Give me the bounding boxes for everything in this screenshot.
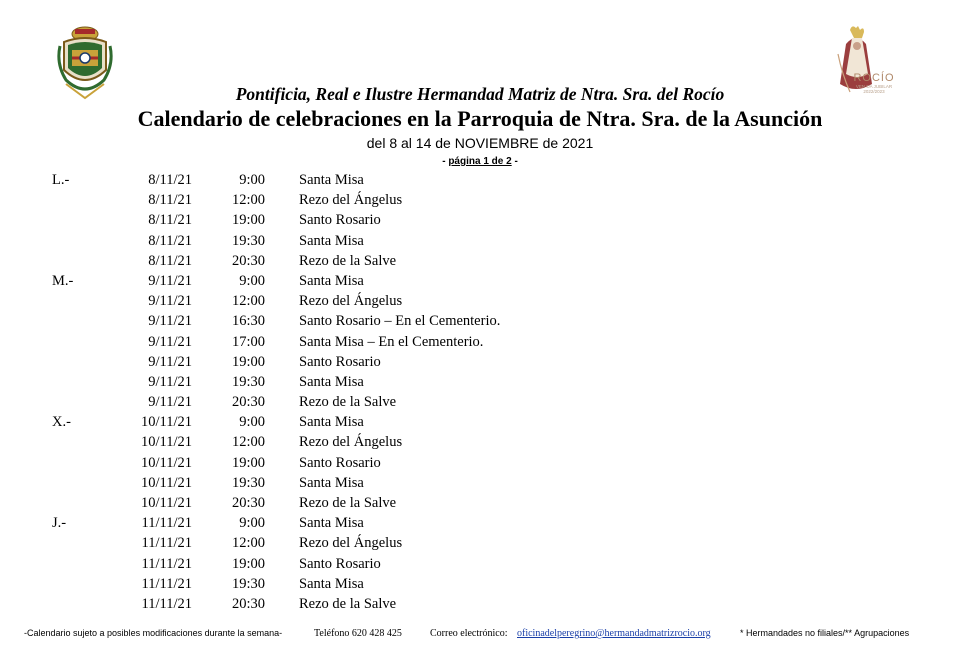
schedule-row xyxy=(0,432,960,452)
schedule-date: 10/11/21 xyxy=(140,495,192,511)
schedule-day: M.- xyxy=(52,272,74,289)
page-indicator-label: página 1 de 2 xyxy=(448,156,512,167)
schedule-time: 12:00 xyxy=(231,535,265,552)
schedule-event: Santo Rosario – En el Cementerio. xyxy=(299,313,501,330)
schedule-event: Santa Misa – En el Cementerio. xyxy=(299,333,484,350)
schedule-event: Santo Rosario xyxy=(299,454,381,471)
organization-name: Pontificia, Real e Ilustre Hermandad Matriz de Ntra. Sra. del Rocío xyxy=(235,84,725,104)
schedule-date: 9/11/21 xyxy=(148,293,192,310)
schedule-time: 12:00 xyxy=(231,293,265,310)
schedule-date: 8/11/21 xyxy=(148,252,192,269)
schedule-row xyxy=(0,210,960,230)
schedule-time: 20:30 xyxy=(231,252,265,269)
schedule-time: 12:00 xyxy=(231,192,265,209)
schedule-date: 9/11/21 xyxy=(148,313,192,330)
schedule-date: 9/11/21 xyxy=(148,353,192,370)
schedule-row xyxy=(0,352,960,372)
page-indicator xyxy=(0,156,960,167)
schedule-row xyxy=(0,372,960,392)
schedule-time: 19:30 xyxy=(231,575,265,592)
schedule-date: 10/11/21 xyxy=(140,414,192,431)
schedule-time: 17:00 xyxy=(231,333,265,350)
schedule-event: Santa Misa xyxy=(299,575,364,592)
schedule-date: 8/11/21 xyxy=(148,212,192,229)
schedule-event: Rezo del Ángelus xyxy=(299,293,403,310)
schedule-time: 9:00 xyxy=(239,172,265,188)
schedule-row xyxy=(0,311,960,331)
footer-legend: * Hermandades no filiales/** Agrupaciones xyxy=(740,628,910,638)
schedule-event: Rezo del Ángelus xyxy=(299,535,403,552)
schedule-event: Rezo de la Salve xyxy=(299,495,397,511)
schedule-time: 16:30 xyxy=(231,313,265,330)
schedule-row xyxy=(0,392,960,412)
schedule-event: Rezo de la Salve xyxy=(299,252,397,269)
schedule-date: 8/11/21 xyxy=(148,232,192,249)
schedule-day: X.- xyxy=(52,414,71,431)
schedule-date: 10/11/21 xyxy=(140,434,192,451)
page-indicator-suffix: - xyxy=(511,156,518,167)
schedule-date: 10/11/21 xyxy=(140,454,192,471)
schedule-time: 9:00 xyxy=(239,515,265,532)
schedule-date: 8/11/21 xyxy=(148,172,192,188)
schedule-row xyxy=(0,251,960,271)
schedule-row xyxy=(0,231,960,251)
schedule-row xyxy=(0,412,960,432)
schedule-row xyxy=(0,453,960,473)
schedule-date: 11/11/21 xyxy=(141,515,192,532)
schedule-row xyxy=(0,291,960,311)
footer-email-label: Correo electrónico: xyxy=(430,628,508,639)
schedule-event: Santo Rosario xyxy=(299,555,381,572)
schedule-time: 19:00 xyxy=(231,212,265,229)
schedule-time: 9:00 xyxy=(239,272,265,289)
schedule-row xyxy=(0,594,960,614)
rocio-logo-years: 2022/2023 xyxy=(863,89,885,94)
schedule-row xyxy=(0,574,960,594)
schedule-date: 9/11/21 xyxy=(148,272,192,289)
schedule-event: Santa Misa xyxy=(299,172,364,188)
schedule-date: 9/11/21 xyxy=(148,394,192,411)
schedule-time: 20:30 xyxy=(231,595,265,612)
footer-note: -Calendario sujeto a posibles modificaciones durante la semana- xyxy=(24,628,283,638)
schedule-row xyxy=(0,271,960,291)
schedule-event: Santa Misa xyxy=(299,272,364,289)
footer-phone: Teléfono 620 428 425 xyxy=(314,628,402,639)
footer-email-link[interactable]: oficinadelperegrino@hermandadmatrizrocio.org xyxy=(517,628,711,639)
schedule-row xyxy=(0,190,960,210)
schedule-row xyxy=(0,533,960,553)
schedule-event: Santa Misa xyxy=(299,414,364,431)
schedule-event: Santo Rosario xyxy=(299,353,381,370)
schedule-event: Rezo de la Salve xyxy=(299,595,397,612)
schedule-date: 11/11/21 xyxy=(141,595,192,612)
schedule-event: Santa Misa xyxy=(299,515,364,532)
schedule-date: 8/11/21 xyxy=(148,192,192,209)
schedule-event: Santo Rosario xyxy=(299,212,381,229)
schedule-row xyxy=(0,493,960,513)
schedule-time: 19:00 xyxy=(231,353,265,370)
schedule-row xyxy=(0,332,960,352)
page-indicator-prefix: - xyxy=(442,156,449,167)
document-title: Calendario de celebraciones en la Parroquia de Ntra. Sra. de la Asunción xyxy=(137,106,823,131)
schedule-event: Rezo de la Salve xyxy=(299,394,397,411)
schedule-time: 19:30 xyxy=(231,232,265,249)
schedule-row xyxy=(0,170,960,190)
schedule-time: 12:00 xyxy=(231,434,265,451)
schedule-time: 19:30 xyxy=(231,373,265,390)
schedule-time: 20:30 xyxy=(231,394,265,411)
schedule-day: J.- xyxy=(52,515,67,532)
schedule-event: Rezo del Ángelus xyxy=(299,192,403,209)
schedule-time: 19:00 xyxy=(231,555,265,572)
schedule-row xyxy=(0,554,960,574)
date-range: del 8 al 14 de NOVIEMBRE de 2021 xyxy=(366,135,594,151)
schedule-event: Rezo del Ángelus xyxy=(299,434,403,451)
schedule-event: Santa Misa xyxy=(299,474,364,491)
schedule-time: 19:30 xyxy=(231,474,265,491)
schedule-date: 11/11/21 xyxy=(141,555,192,572)
schedule-date: 9/11/21 xyxy=(148,373,192,390)
schedule-day: L.- xyxy=(52,172,70,188)
schedule-event: Santa Misa xyxy=(299,232,364,249)
schedule-time: 20:30 xyxy=(231,495,265,511)
schedule-row xyxy=(0,513,960,533)
schedule-date: 11/11/21 xyxy=(141,575,192,592)
schedule-date: 9/11/21 xyxy=(148,333,192,350)
schedule-time: 19:00 xyxy=(231,454,265,471)
schedule-table xyxy=(0,170,960,614)
schedule-time: 9:00 xyxy=(239,414,265,431)
footer xyxy=(0,628,960,644)
schedule-date: 10/11/21 xyxy=(140,474,192,491)
schedule-event: Santa Misa xyxy=(299,373,364,390)
rocio-logo-title: ROCÍO xyxy=(853,72,895,84)
rocio-logo-subtitle: VEN DA JUBILAR xyxy=(855,84,893,89)
schedule-row xyxy=(0,473,960,493)
schedule-date: 11/11/21 xyxy=(141,535,192,552)
